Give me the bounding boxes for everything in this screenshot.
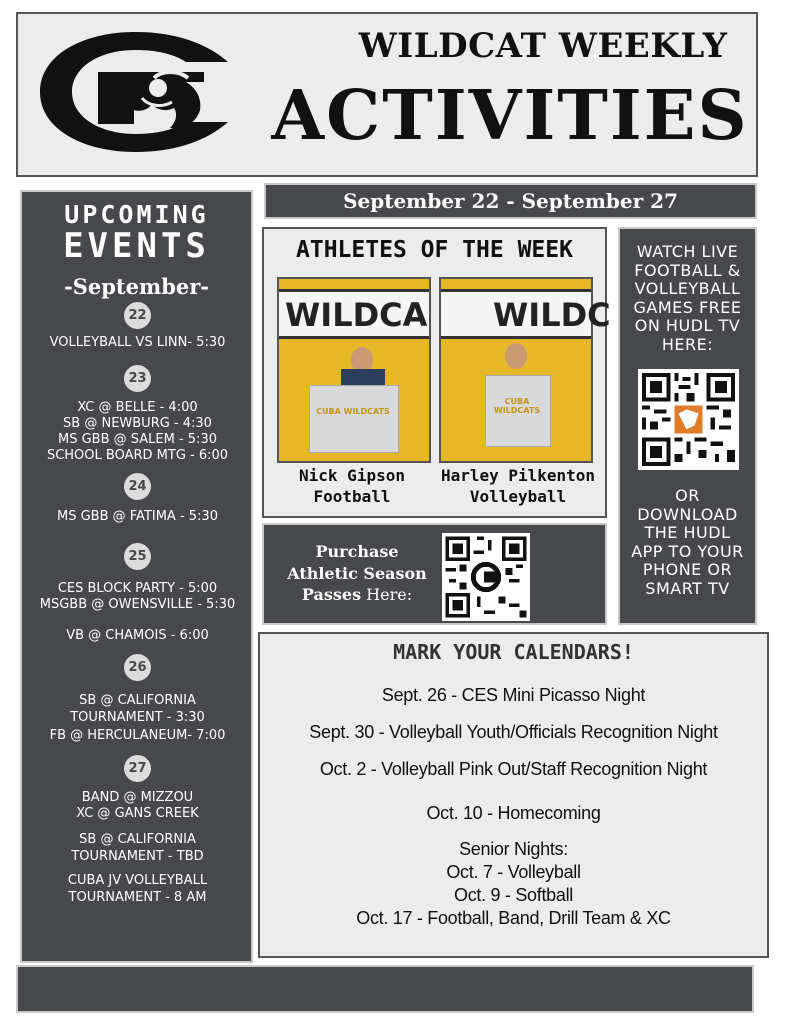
calendar-item: Oct. 2 - Volleyball Pink Out/Staff Recognition Night xyxy=(319,759,708,779)
event-item: VB @ CHAMOIS - 6:00 xyxy=(66,628,209,643)
athlete-photo xyxy=(439,277,611,463)
day-badge: 23 xyxy=(124,365,151,392)
day-badge: 25 xyxy=(124,543,151,570)
upcoming-events-panel xyxy=(20,190,253,963)
day-badge: 27 xyxy=(124,755,151,782)
event-item: MS GBB @ SALEM - 5:30 xyxy=(58,432,217,447)
event-item: SB @ CALIFORNIA TOURNAMENT - TBD xyxy=(71,832,204,864)
calendar-item: Sept. 30 - Volleyball Youth/Officials Recognition Night xyxy=(309,722,718,742)
athletes-of-the-week-panel xyxy=(262,227,611,518)
passes-line: Purchase xyxy=(315,542,399,561)
photo-banner-text: WILDC xyxy=(441,289,591,339)
event-item: XC @ BELLE - 4:00 xyxy=(77,400,198,415)
passes-line: Athletic Season xyxy=(287,563,427,583)
season-passes-panel xyxy=(262,523,607,625)
shirt-text: CUBA WILDCATS xyxy=(316,407,390,416)
day-badge: 24 xyxy=(124,473,151,500)
calendar-item: Oct. 10 - Homecoming xyxy=(426,803,601,823)
passes-word: Passes xyxy=(301,585,362,604)
calendar-item: Sept. 26 - CES Mini Picasso Night xyxy=(381,685,646,705)
upcoming-heading: UPCOMING xyxy=(64,200,209,229)
passes-here: Here: xyxy=(361,585,413,604)
mark-your-calendars-panel xyxy=(258,632,769,958)
event-item: CUBA JV VOLLEYBALL TOURNAMENT - 8 AM xyxy=(67,873,208,905)
hudl-watch-text: WATCH LIVE FOOTBALL & VOLLEYBALL GAMES FREE ON HUDL TV HERE: xyxy=(633,242,742,354)
qr-code-icon[interactable] xyxy=(638,369,739,470)
event-item: FB @ HERCULANEUM- 7:00 xyxy=(49,728,226,743)
day-badge: 26 xyxy=(124,654,151,681)
athlete-name: Nick Gipson xyxy=(299,466,405,485)
footer-bar xyxy=(16,965,754,1013)
event-item: VOLLEYBALL VS LINN- 5:30 xyxy=(49,335,226,350)
wildcat-c-logo-icon xyxy=(36,26,236,158)
passes-line xyxy=(282,584,432,606)
event-item: XC @ GANS CREEK xyxy=(76,806,199,821)
date-range-bar: September 22 - September 27 xyxy=(264,183,757,219)
event-item: BAND @ MIZZOU xyxy=(81,790,194,805)
athlete-name: Harley Pilkenton xyxy=(440,466,596,485)
events-heading: EVENTS xyxy=(63,226,210,266)
header-banner xyxy=(16,12,758,177)
calendar-item: Oct. 7 - Volleyball xyxy=(446,862,581,882)
athlete-sport: Volleyball xyxy=(469,487,567,506)
held-shirt xyxy=(309,385,399,453)
athlete-figure xyxy=(505,343,527,369)
event-item: SCHOOL BOARD MTG - 6:00 xyxy=(46,448,229,463)
passes-text xyxy=(282,541,432,606)
athlete-sport: Football xyxy=(313,487,391,506)
title-line-1: WILDCAT WEEKLY xyxy=(358,26,728,66)
qr-code-icon[interactable] xyxy=(442,533,530,621)
photo-banner-text: WILDCA xyxy=(279,289,429,339)
hudl-panel xyxy=(618,227,757,625)
event-item: SB @ CALIFORNIA TOURNAMENT - 3:30 xyxy=(70,693,205,725)
calendar-item: Oct. 9 - Softball xyxy=(454,885,573,905)
event-item: MS GBB @ FATIMA - 5:30 xyxy=(57,509,218,524)
title-line-2: ACTIVITIES xyxy=(271,76,749,156)
month-label: -September- xyxy=(63,274,210,299)
senior-nights-heading: Senior Nights: xyxy=(459,839,568,859)
shirt-text: CUBA WILDCATS xyxy=(493,397,541,415)
athlete-photo xyxy=(277,277,431,463)
event-item: CES BLOCK PARTY - 5:00 xyxy=(57,581,218,596)
event-item: SB @ NEWBURG - 4:30 xyxy=(63,416,212,431)
day-badge: 22 xyxy=(124,302,151,329)
calendar-title: MARK YOUR CALENDARS! xyxy=(393,640,634,664)
hudl-download-text: OR DOWNLOAD THE HUDL APP TO YOUR PHONE OR SMART TV xyxy=(631,486,744,598)
athletes-title: ATHLETES OF THE WEEK xyxy=(296,237,573,263)
calendar-item: Oct. 17 - Football, Band, Drill Team & XC xyxy=(356,908,671,928)
event-item: MSGBB @ OWENSVILLE - 5:30 xyxy=(39,597,236,612)
